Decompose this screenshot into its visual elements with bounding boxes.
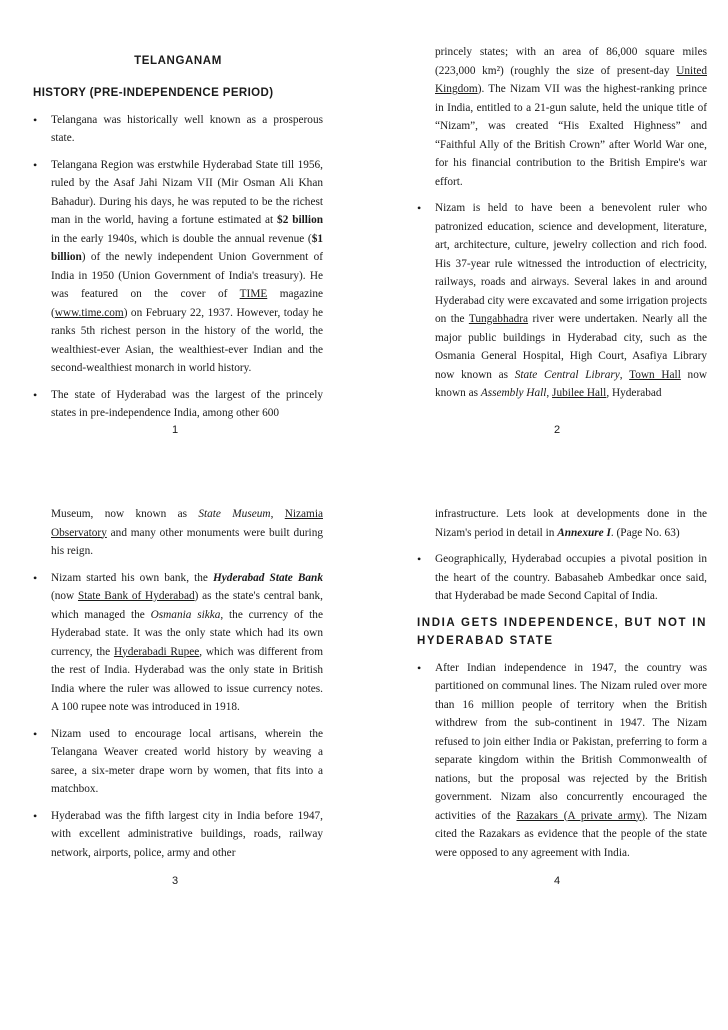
link-nizamia-observatory[interactable]: Nizamia Observatory <box>51 508 323 539</box>
page-number: 4 <box>553 875 561 887</box>
italic-text: State Museum <box>198 508 271 520</box>
paragraph <box>33 569 323 717</box>
text-run: ). The Nizam VII was the highest-ranking prince in India, entitled to a 21-gun salute, held the unique title of “Nizam”, was created “His Exalted Highness” and “Faithful Ally of the British Crown” after World War one, for his financial contribution to the British Empire's war effort. <box>435 83 707 188</box>
italic-text: State Central Library <box>514 368 620 381</box>
link-razakars[interactable]: Razakars (A private army) <box>516 809 646 822</box>
paragraph: Telangana was historically well known as a prosperous state. <box>51 113 323 144</box>
list-item <box>417 199 707 403</box>
link-time-website[interactable]: www.time.com <box>54 306 124 319</box>
italic-text: Assembly Hall <box>480 387 547 399</box>
text-run: , the currency of the Hyderabad state. It was the only state which had its own currency, the <box>51 608 323 658</box>
bullet-list <box>33 111 323 423</box>
bullet-icon: • <box>33 387 38 402</box>
link-jubilee-hall[interactable]: Jubilee Hall <box>552 387 607 399</box>
list-item-continued <box>33 505 323 561</box>
text-run: Nizam is held to have been a benevolent ruler who patronized education, science and development, literature, art, architecture, culture, jewelry collection and rich food. His 37-year rule witnessed the introduction of electricity, railways, roads and airways. Several lakes in and around Hyderabad city were excavated and some irrigation projects on the <box>435 202 707 325</box>
bullet-list <box>33 505 323 862</box>
page-3 <box>33 505 323 870</box>
text-run: now known as <box>435 368 708 399</box>
text-run: Museum, now known as <box>51 508 199 520</box>
text-run: . (Page No. 63) <box>610 526 680 539</box>
bold-text: $1 billion <box>51 232 323 263</box>
text-run: , Hyderabad <box>606 387 662 399</box>
bullet-icon: • <box>33 808 38 823</box>
page-number: 2 <box>553 424 561 436</box>
paragraph: The state of Hyderabad was the largest of the princely states in pre-independence India, among other 600 <box>51 388 323 419</box>
link-united-kingdom[interactable]: United Kingdom <box>435 64 707 95</box>
bold-text: $2 billion <box>277 214 324 226</box>
text-run: , which was different from the rest of India. Hyderabad was the only state in British India where the ruler was allowed to issue currency notes. A 100 rupee note was introduced in 1918. <box>51 645 323 713</box>
bullet-icon: • <box>417 201 422 215</box>
list-item <box>33 569 323 717</box>
list-item-continued <box>417 505 707 542</box>
text-run: , <box>546 387 553 399</box>
link-hyderabadi-rupee[interactable]: Hyderabadi Rupee <box>113 645 200 658</box>
paragraph <box>33 156 323 378</box>
text-run: in the early 1940s, which is double the annual revenue ( <box>51 232 312 245</box>
link-town-hall[interactable]: Town Hall <box>629 368 681 381</box>
list-item <box>33 725 323 799</box>
bullet-list <box>417 43 707 403</box>
list-item <box>33 807 323 863</box>
list-item <box>33 386 323 423</box>
bold-italic-text: Hyderabad State Bank <box>213 571 323 584</box>
page-number: 3 <box>171 875 179 887</box>
list-item-continued <box>417 43 707 191</box>
paragraph <box>417 659 707 863</box>
text-run: ) of the newly independent Union Government of India in 1950 (Union Government of India's treasury). He was featured on the cover of <box>51 251 323 300</box>
text-run: magazine ( <box>51 288 323 319</box>
bullet-icon: • <box>417 552 422 566</box>
paragraph <box>33 505 323 561</box>
text-run: (now <box>51 590 78 602</box>
section-heading-independence: INDIA GETS INDEPENDENCE, BUT NOT IN HYDERABAD STATE <box>417 616 707 647</box>
text-run: ) as the state's central bank, which managed the <box>51 590 323 621</box>
text-run: Telangana Region was erstwhile Hyderabad State till 1956, ruled by the Asaf Jahi Nizam VII (Mir Osman Ali Khan Bahadur). During his days, he was reputed to be the richest man in the world, having a fortune estimated at <box>51 158 323 226</box>
link-state-bank-of-hyderabad[interactable]: State Bank of Hyderabad <box>77 590 195 602</box>
text-run: princely states; with an area of 86,000 square miles (223,000 km²) (roughly the size of present-day <box>435 46 707 77</box>
page-number: 1 <box>171 424 179 436</box>
list-item <box>417 550 707 606</box>
text-run: , <box>619 368 630 381</box>
text-run: , <box>270 508 285 520</box>
link-time[interactable]: TIME <box>239 288 268 300</box>
bullet-list <box>417 505 707 606</box>
text-run: Nizam started his own bank, the <box>51 571 213 584</box>
link-tungabhadra[interactable]: Tungabhadra <box>468 313 529 325</box>
text-run: . The Nizam cited the Razakars as evidence that the people of the state were opposed to any agreement with India. <box>435 809 707 859</box>
text-run: and many other monuments were built during his reign. <box>51 526 323 557</box>
section-heading-history: HISTORY (PRE-INDEPENDENCE PERIOD) <box>33 87 274 99</box>
bullet-icon: • <box>33 112 38 127</box>
paragraph <box>417 199 707 403</box>
bold-italic-text: Annexure I <box>557 526 611 539</box>
text-run: After Indian independence in 1947, the country was partitioned on communal lines. The Nizam ruled over more than 16 million people of territory when the British withdrew from the sub-continent in 1947. The Nizam refused to join either India or Pakistan, preferring to form a separate kingdom within the British Commonwealth of nations, but the proposal was rejected by the British government. Nizam also concurrently encouraged the activities of the <box>435 661 707 822</box>
list-item <box>33 156 323 378</box>
bullet-list <box>417 659 707 863</box>
page-1 <box>33 52 323 431</box>
paragraph: Hyderabad was the fifth largest city in India before 1947, with excellent administrative buildings, roads, railway network, airports, police, army and other <box>51 809 323 859</box>
list-item <box>33 111 323 148</box>
italic-text: Osmania sikka <box>150 608 221 621</box>
text-run: ) on February 22, 1937. However, today he ranks 5th richest person in the history of the world, the wealthiest-ever Asian, the wealthiest-ever Indian and the second-wealthiest monarch in world history. <box>51 306 323 374</box>
text-run: infrastructure. Lets look at developments done in the Nizam's period in detail in <box>435 508 707 539</box>
paragraph <box>417 43 707 191</box>
bullet-icon: • <box>33 570 38 585</box>
document-title: TELANGANAM <box>134 55 222 67</box>
bullet-icon: • <box>33 157 38 172</box>
bullet-icon: • <box>417 660 422 675</box>
page-2 <box>417 43 707 411</box>
list-item <box>417 659 707 863</box>
paragraph: Geographically, Hyderabad occupies a pivotal position in the heart of the country. Babasaheb Ambedkar once said, that Hyderabad be made Second Capital of India. <box>435 553 707 602</box>
page-4 <box>417 505 707 870</box>
paragraph: Nizam used to encourage local artisans, wherein the Telangana Weaver created world history by weaving a saree, a six-meter drape worn by women, that fits into a matchbox. <box>51 727 323 795</box>
bullet-icon: • <box>33 726 38 741</box>
text-run: river were undertaken. Nearly all the major public buildings in Hyderabad city, such as the Osmania General Hospital, High Court, Asafiya Library now known as <box>435 313 707 381</box>
paragraph <box>417 505 707 542</box>
